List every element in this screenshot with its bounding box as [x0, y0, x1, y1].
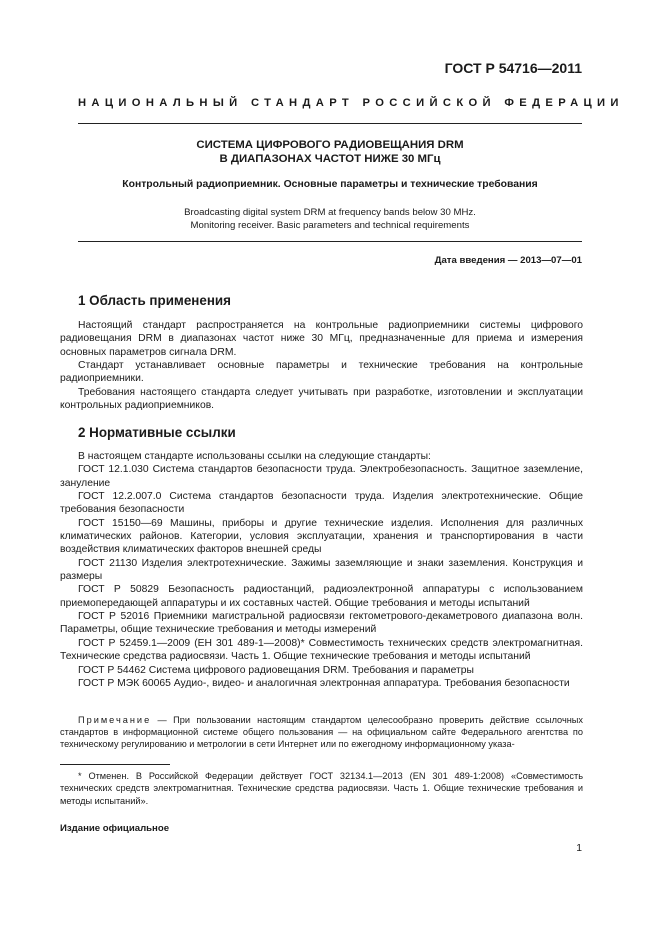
reference-item: ГОСТ Р 54462 Система цифрового радиовещания DRM. Требования и параметры [78, 664, 474, 676]
header-rule [78, 123, 582, 124]
gost-code: ГОСТ Р 54716—2011 [444, 60, 582, 76]
reference-item: ГОСТ 15150—69 Машины, приборы и другие технические изделия. Исполнения для различных климатических районов. Категории, условия эксплуатации, хранения и транспортирования в части воздействия климатических факторов внешней среды [60, 517, 583, 556]
section-2-heading: 2 Нормативные ссылки [78, 425, 236, 440]
footnote: * Отменен. В Российской Федерации действует ГОСТ 32134.1—2013 (EN 301 489-1:2008) «Совместимость технических средств электромагнитная. Технические средства радиосвязи. Часть 1. Общие технические требования и методы испытаний». [60, 771, 583, 806]
footnote-rule [60, 764, 170, 765]
english-title-line-2: Monitoring receiver. Basic parameters and technical requirements [190, 220, 470, 231]
reference-note [60, 714, 583, 750]
reference-item: ГОСТ Р МЭК 60065 Аудио-, видео- и аналогичная электронная аппаратура. Требования безопасности [78, 677, 570, 689]
title-line-1: СИСТЕМА ЦИФРОВОГО РАДИОВЕЩАНИЯ DRM [196, 139, 464, 151]
reference-item: ГОСТ 12.2.007.0 Система стандартов безопасности труда. Изделия электротехнические. Общие требования безопасности [60, 491, 583, 516]
national-standard-heading: НАЦИОНАЛЬНЫЙ СТАНДАРТ РОССИЙСКОЙ ФЕДЕРАЦИИ [78, 97, 624, 109]
reference-intro: В настоящем стандарте использованы ссылки на следующие стандарты: [78, 451, 431, 462]
title-line-2: В ДИАПАЗОНАХ ЧАСТОТ НИЖЕ 30 МГц [219, 153, 441, 165]
section-1-paragraph: Стандарт устанавливает основные параметры и технические требования на контрольные радиоприемники. [60, 360, 583, 385]
reference-item: ГОСТ Р 52016 Приемники магистральной радиосвязи гектометрового-декаметрового диапазона волн. Параметры, общие технические требования и методы измерений [60, 611, 583, 636]
edition-label: Издание официальное [60, 823, 170, 834]
section-1-heading: 1 Область применения [78, 293, 231, 308]
section-1-paragraph: Настоящий стандарт распространяется на контрольные радиоприемники системы цифрового радиовещания DRM в диапазонах частот ниже 30 МГц, предназначенные для приема и измерения основных параметров сигнала DRM. [60, 320, 583, 358]
introduction-date: Дата введения — 2013—07—01 [434, 255, 582, 266]
reference-item: ГОСТ Р 52459.1—2009 (ЕН 301 489-1—2008)* Совместимость технических средств электромагнитная. Технические средства радиосвязи. Часть 1. Общие технические требования и методы испытаний [60, 637, 583, 663]
section-1-body [60, 319, 583, 412]
reference-item: ГОСТ 12.1.030 Система стандартов безопасности труда. Электробезопасность. Защитное заземление, зануление [60, 464, 583, 489]
note-label: Примечание [78, 715, 152, 725]
section-2-body [60, 450, 583, 690]
document-subtitle: Контрольный радиоприемник. Основные параметры и технические требования [122, 179, 538, 190]
document-title [78, 138, 582, 166]
title-rule [78, 241, 582, 242]
page-number: 1 [576, 843, 582, 854]
note-text: — При пользовании настоящим стандартом целесообразно проверить действие ссылочных стандартов в информационной системе общего пользования — на официальном сайте Федерального агентства по техническому регулированию и метрологии в сети Интернет или по ежегодному информационному указа- [60, 715, 583, 749]
english-title-line-1: Broadcasting digital system DRM at frequency bands below 30 MHz. [184, 207, 476, 218]
english-title [78, 206, 582, 232]
reference-item: ГОСТ Р 50829 Безопасность радиостанций, радиоэлектронной аппаратуры с использованием приемопередающей аппаратуры и их составных частей. Общие требования и методы испытаний [60, 584, 583, 609]
reference-item: ГОСТ 21130 Изделия электротехнические. Зажимы заземляющие и знаки заземления. Конструкция и размеры [60, 557, 583, 583]
section-1-paragraph: Требования настоящего стандарта следует учитывать при разработке, изготовлении и эксплуатации контрольных радиоприемников. [60, 386, 583, 412]
